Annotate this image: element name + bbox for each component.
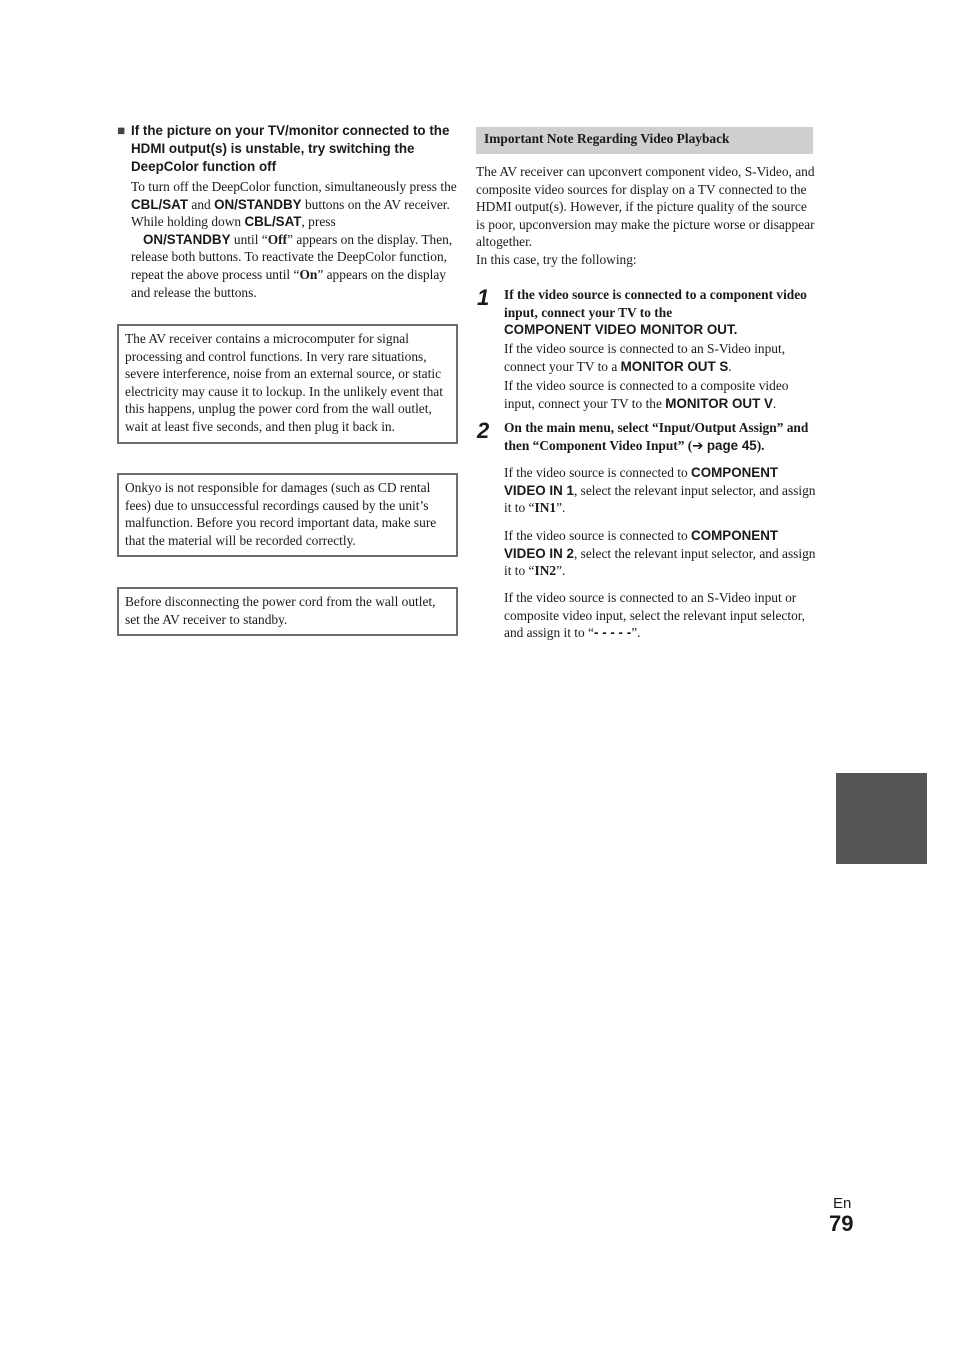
section-heading: [117, 122, 457, 176]
intro-text: [476, 163, 816, 269]
step-2-detail-1: If the video source is connected to COMPONENT VIDEO IN 1, select the relevant input selector, and assign it to “IN1”.: [504, 465, 816, 516]
arrow-right-icon: ➔: [692, 437, 704, 453]
page-language: En: [833, 1195, 852, 1212]
step-1-number: 1: [477, 285, 490, 310]
page-number: 79: [829, 1211, 854, 1236]
note-box-text: Onkyo is not responsible for damages (such as CD rental fees) due to unsuccessful recordings caused by the unit’s malfunction. Before you record important data, make sure that the material will be recorded correctly.: [125, 480, 437, 548]
chapter-tab: [836, 773, 927, 864]
important-note-header: [476, 127, 813, 154]
note-box-text: Before disconnecting the power cord from the wall outlet, set the AV receiver to standby.: [125, 594, 436, 627]
square-bullet-icon: ■: [117, 123, 126, 138]
deepcolor-instructions: [131, 178, 457, 301]
step-2-detail-2: If the video source is connected to COMPONENT VIDEO IN 2, select the relevant input selector, and assign it to “IN2”.: [504, 528, 816, 579]
intro-paragraph: The AV receiver can upconvert component video, S-Video, and composite video sources for display on a TV connected to the HDMI output(s). However, if the picture quality of the source is poor, upconversion may make the picture worse or disappear altogether.: [476, 164, 815, 250]
note-box-microcomputer: [117, 324, 458, 444]
note-box-text: The AV receiver contains a microcomputer for signal processing and control functions. In very rare situations, severe interference, noise from an external source, or static electricity may cause it to lockup. In the unlikely event that this happens, unplug the power cord from the wall outlet, wait at least five seconds, and then plug it back in.: [125, 331, 443, 434]
note-box-recording: [117, 473, 458, 557]
note-box-standby: [117, 587, 458, 636]
important-note-title: Important Note Regarding Video Playback: [484, 131, 730, 146]
intro-paragraph-2: In this case, try the following:: [476, 251, 637, 267]
step-2-detail-3: If the video source is connected to an S-Video input or composite video input, select the relevant input selector, and assign it to “- - - - -”.: [504, 590, 806, 641]
step-2-number: 2: [477, 418, 490, 443]
deepcolor-paragraph: To turn off the DeepColor function, simultaneously press the CBL/SAT and ON/STANDBY buttons on the AV receiver. While holding down CBL/SAT, press ON/STANDBY until “Off” appears on the display. Then, release both buttons. To reactivate the DeepColor function, repeat the above process until “On” appears on the display and release the buttons.: [131, 179, 457, 300]
step-1-detail-1: If the video source is connected to an S-Video input, connect your TV to a MONITOR OUT S.: [504, 341, 786, 374]
step-1-detail-2: If the video source is connected to a composite video input, connect your TV to the MONITOR OUT V.: [504, 378, 789, 411]
step-1-title: If the video source is connected to a component video input, connect your TV to the COMPONENT VIDEO MONITOR OUT.: [504, 287, 807, 338]
step-2-title: On the main menu, select “Input/Output Assign” and then “Component Video Input” (➔ page 45).: [504, 420, 809, 453]
page-reference-link[interactable]: page 45: [706, 437, 757, 453]
section-heading-text: If the picture on your TV/monitor connected to the HDMI output(s) is unstable, try switching the DeepColor function off: [131, 123, 450, 174]
